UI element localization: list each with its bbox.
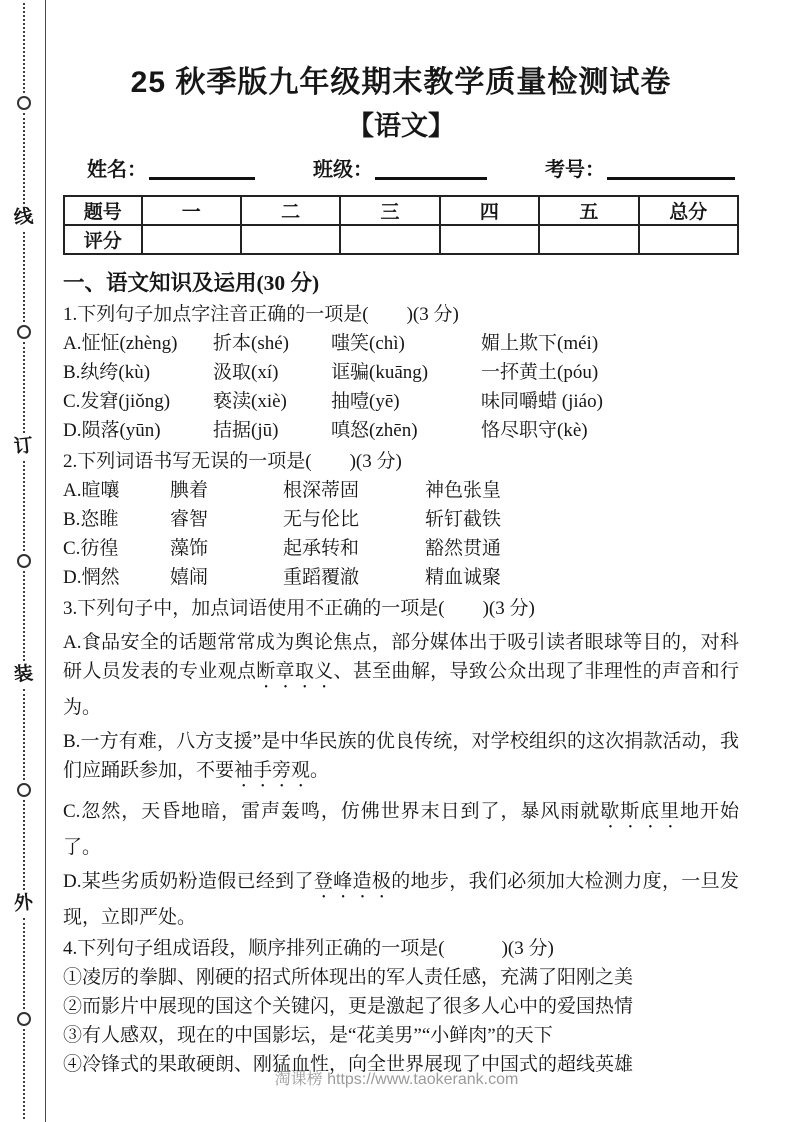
option-item: C.发窘(jiǒng) [63, 391, 171, 412]
question4-sentence-4: ④冷锋式的果敢硬朗、刚猛血性，向全世界展现了中国式的超线英雄 [63, 1054, 634, 1075]
option-item: A.暄嚷 [63, 480, 120, 501]
dotted-binding-line [23, 800, 25, 890]
exam-subject: 【语文】 [347, 111, 455, 141]
header-cell-part4: 四 [440, 196, 539, 225]
header-cell-total: 总分 [639, 196, 738, 225]
question3-option-a [63, 628, 739, 722]
option-item: C.彷徨 [63, 538, 119, 559]
binding-label-staple: 订 [13, 434, 35, 458]
class-field [313, 156, 487, 184]
header-cell-part1: 一 [142, 196, 241, 225]
option-item: 豁然贯通 [425, 538, 502, 559]
text-segment: B.一方有难，八方支援”是中华民族的优良传统，对学校组织的这次捐款活动，我们应踊跃参加，不要 [63, 731, 739, 781]
score-cell [440, 225, 539, 254]
score-cell [241, 225, 340, 254]
name-blank [149, 177, 255, 180]
exam-no-field [545, 156, 735, 184]
question3-option-c [63, 797, 739, 862]
option-item: 腆着 [170, 480, 209, 501]
header-cell-part5: 五 [539, 196, 638, 225]
option-item: 根深蒂固 [283, 480, 360, 501]
exam-no-blank [607, 177, 735, 180]
binding-label-outside: 外 [13, 892, 35, 916]
name-label: 姓名： [87, 159, 147, 181]
option-item: 睿智 [170, 509, 209, 530]
dotted-binding-line [23, 571, 25, 661]
header-cell-question-no: 题号 [64, 196, 142, 225]
footer [0, 1066, 793, 1089]
exam-title: 25 秋季版九年级期末教学质量检测试卷 [130, 66, 672, 99]
dotted-binding-line [23, 113, 25, 203]
option-item: D.陨落(yūn) [63, 420, 161, 441]
question2-option-b [63, 505, 739, 534]
emphasized-phrase: 袖手旁观 [234, 760, 311, 781]
exam-no-label: 考号： [545, 159, 605, 181]
score-table [63, 195, 739, 255]
option-item: B.纨绔(kù) [63, 362, 151, 383]
option-item: 味同嚼蜡 (jiáo) [481, 391, 603, 412]
question2-stem: 2.下列词语书写无误的一项是( )(3 分) [63, 451, 402, 472]
option-item: 神色张皇 [425, 480, 502, 501]
binding-label-line: 线 [13, 205, 35, 229]
footer-link[interactable]: 淘课榜 https://www.taokerank.com [274, 1071, 519, 1088]
question1-option-d [63, 416, 739, 445]
question1-stem: 1.下列句子加点字注音正确的一项是( )(3 分) [63, 304, 459, 325]
question3-stem: 3.下列句子中，加点词语使用不正确的一项是( )(3 分) [63, 598, 535, 619]
option-item: 藻饰 [170, 538, 209, 559]
text-segment: 、甚至曲解，导致公众出现了非理性的声音和行为。 [63, 661, 739, 718]
score-row-label: 评分 [64, 225, 142, 254]
header-cell-part2: 二 [241, 196, 340, 225]
text-segment: D.某些劣质奶粉造假已经到了 [63, 871, 314, 892]
dotted-binding-line [23, 918, 25, 1008]
option-item: 嬉闹 [170, 567, 209, 588]
name-field [87, 156, 255, 184]
question4-sentence-3: ③有人感双，现在的中国影坛，是“花美男”“小鲜肉”的天下 [63, 1025, 553, 1046]
option-item: 恪尽职守(kè) [481, 420, 588, 441]
binding-edge-rule [45, 0, 46, 1122]
section1-heading: 一、语文知识及运用(30 分) [63, 271, 320, 295]
emphasized-phrase: 歇斯底里 [600, 801, 681, 822]
emphasized-phrase: 断章取义 [256, 661, 334, 682]
option-item: 折本(shé) [213, 333, 289, 354]
score-cell [639, 225, 738, 254]
binding-circle-icon [17, 325, 31, 339]
student-info-row [63, 156, 739, 184]
binding-circle-icon [17, 554, 31, 568]
binding-margin-rail [11, 0, 37, 1122]
dotted-binding-line [23, 232, 25, 322]
option-item: 抽噎(yē) [331, 391, 400, 412]
score-cell [340, 225, 439, 254]
option-item: B.恣睢 [63, 509, 119, 530]
text-segment: 的地步，我们必须加大检测力度，一旦发现，立即严处。 [63, 871, 739, 928]
text-segment: A.食品安全的话题常常成为舆论焦点，部分媒体出于吸引读者眼球等目的，对科研人员发表的专业观点 [63, 632, 739, 682]
score-cell [539, 225, 638, 254]
binding-label-bind: 装 [13, 663, 35, 687]
option-item: 重蹈覆澈 [283, 567, 360, 588]
binding-circle-icon [17, 783, 31, 797]
option-item: 斩钉截铁 [425, 509, 502, 530]
dotted-binding-line [23, 689, 25, 779]
binding-circle-icon [17, 96, 31, 110]
option-item: 嗔怒(zhēn) [331, 420, 418, 441]
question3-option-b [63, 727, 739, 792]
option-item: D.惘然 [63, 567, 120, 588]
option-item: 一抔黄土(póu) [481, 362, 599, 383]
emphasized-phrase: 登峰造极 [313, 871, 392, 892]
option-item: 诓骗(kuāng) [331, 362, 429, 383]
question4-sentence-2: ②而影片中展现的国这个关键闪，更是激起了很多人心中的爱国热情 [63, 996, 634, 1017]
question2-option-c [63, 534, 739, 563]
option-item: A.怔怔(zhèng) [63, 333, 178, 354]
question1-option-c [63, 387, 739, 416]
score-cell [142, 225, 241, 254]
text-segment: C.忽然，天昏地暗，雷声轰鸣，仿佛世界末日到了，暴风雨就 [63, 801, 601, 822]
option-item: 嗤笑(chì) [331, 333, 405, 354]
option-item: 无与伦比 [283, 509, 360, 530]
question2-option-a [63, 476, 739, 505]
option-item: 精血诚聚 [425, 567, 502, 588]
question2-option-d [63, 563, 739, 592]
option-item: 亵渎(xiè) [213, 391, 287, 412]
option-item: 拮据(jū) [213, 420, 279, 441]
option-item: 媚上欺下(méi) [481, 333, 599, 354]
question4-stem: 4.下列句子组成语段，顺序排列正确的一项是( )(3 分) [63, 938, 554, 959]
class-blank [375, 177, 487, 180]
question1-option-b [63, 358, 739, 387]
header-cell-part3: 三 [340, 196, 439, 225]
dotted-binding-line [23, 461, 25, 551]
dotted-binding-line [23, 342, 25, 432]
text-segment: 。 [310, 760, 330, 781]
option-item: 汲取(xí) [213, 362, 279, 383]
question1-option-a [63, 329, 739, 358]
score-table-score-row [64, 225, 738, 254]
exam-page [63, 64, 739, 1079]
option-item: 起承转和 [283, 538, 360, 559]
score-table-header-row [64, 196, 738, 225]
dotted-binding-line [23, 3, 25, 93]
text-segment: 地开始了。 [63, 801, 739, 858]
question3-option-d [63, 867, 739, 932]
class-label: 班级： [313, 159, 373, 181]
question4-sentence-1: ①凌厉的拳脚、刚硬的招式所体现出的军人责任感，充满了阳刚之美 [63, 967, 634, 988]
binding-circle-icon [17, 1012, 31, 1026]
